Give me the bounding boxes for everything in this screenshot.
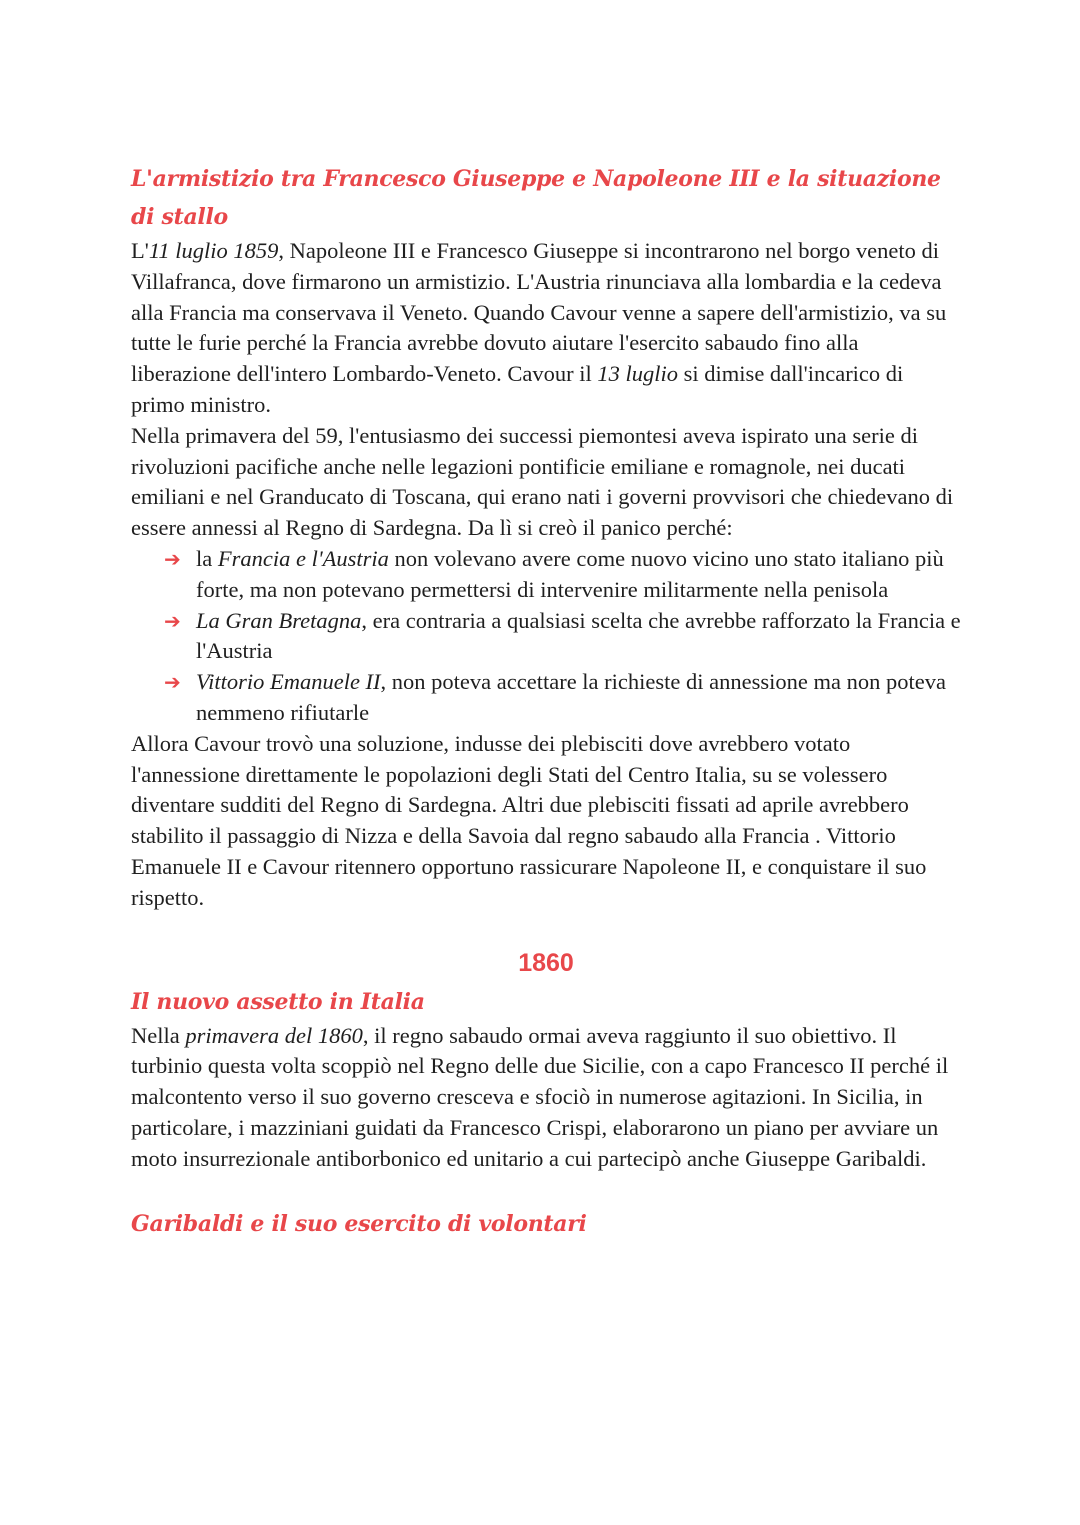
section-heading-armistizio: L'armistizio tra Francesco Giuseppe e Napoleone III e la situazione di stallo <box>131 166 941 230</box>
bullet-list <box>131 544 961 729</box>
year-heading: 1860 <box>518 948 574 977</box>
list-item-text: Vittorio Emanuele II, non poteva accettare la richieste di annessione ma non poteva nemmeno rifiutarle <box>196 669 946 725</box>
section-heading-nuovo-assetto: Il nuovo assetto in Italia <box>131 988 425 1015</box>
list-item-text: La Gran Bretagna, era contraria a qualsiasi scelta che avrebbe rafforzato la Francia e l'Austria <box>196 607 961 664</box>
emphasis-text: Francia e l'Austria <box>217 545 389 571</box>
arrow-right-icon: ➔ <box>164 670 181 695</box>
arrow-right-icon: ➔ <box>164 608 181 633</box>
emphasis-text: La Gran Bretagna <box>196 607 362 633</box>
list-item <box>164 667 961 729</box>
arrow-right-icon: ➔ <box>164 546 181 571</box>
paragraph-primavera-1860: Nella primavera del 1860, il regno sabaudo ormai aveva raggiunto il suo obiettivo. Il turbinio questa volta scoppiò nel Regno delle due Sicilie, con a capo Francesco II perché il malcontento verso il suo governo cresceva e sfociò in numerose agitazioni. In Sicilia, in particolare, i mazziniani guidati da Francesco Crispi, elaborarono un piano per avviare un moto insurrezionale antiborbonico ed unitario a cui partecipò anche Giuseppe Garibaldi. <box>131 1022 949 1171</box>
list-item-text: la Francia e l'Austria non volevano avere come nuovo vicino uno stato italiano più forte, ma non potevano permettersi di intervenire militarmente nella penisola <box>196 545 944 602</box>
document-content <box>131 160 961 1243</box>
spacer <box>131 1175 961 1205</box>
emphasis-text: 11 luglio 1859 <box>148 238 279 263</box>
emphasis-text: Vittorio Emanuele II <box>196 669 381 695</box>
paragraph-armistizio: L'11 luglio 1859, Napoleone III e Francesco Giuseppe si incontrarono nel borgo veneto di Villafranca, dove firmarono un armistizio. L'Austria rinunciava alla lombardia e la cedeva alla Francia ma conservava il Veneto. Quando Cavour venne a sapere dell'armistizio, va su tutte le furie perché la Francia avrebbe dovuto aiutare l'esercito sabaudo fino alla liberazione dell'intero Lombardo-Veneto. Cavour il 13 luglio si dimise dall'incarico di primo ministro. <box>131 238 947 417</box>
section-heading-garibaldi: Garibaldi e il suo esercito di volontari <box>131 1210 587 1237</box>
list-item <box>164 606 961 668</box>
paragraph-primavera-59: Nella primavera del 59, l'entusiasmo dei successi piemontesi aveva ispirato una serie di rivoluzioni pacifiche anche nelle legazioni pontificie emiliane e romagnole, nei ducati emiliani e nel Granducato di Toscana, qui erano nati i governi provvisori che chiedevano di essere annessi al Regno di Sardegna. Da lì si creò il panico perché: <box>131 422 954 541</box>
emphasis-text: 13 luglio <box>597 361 679 387</box>
list-item <box>164 544 961 606</box>
paragraph-plebisciti: Allora Cavour trovò una soluzione, indusse dei plebisciti dove avrebbero votato l'annessione direttamente le popolazioni degli Stati del Centro Italia, su se volessero diventare sudditi del Regno di Sardegna. Altri due plebisciti fissati ad aprile avrebbero stabilito il passaggio di Nizza e della Savoia dal regno sabaudo alla Francia . Vittorio Emanuele II e Cavour ritennero opportuno rassicurare Napoleone II, e conquistare il suo rispetto. <box>131 730 927 910</box>
emphasis-text: primavera del 1860 <box>185 1022 363 1048</box>
